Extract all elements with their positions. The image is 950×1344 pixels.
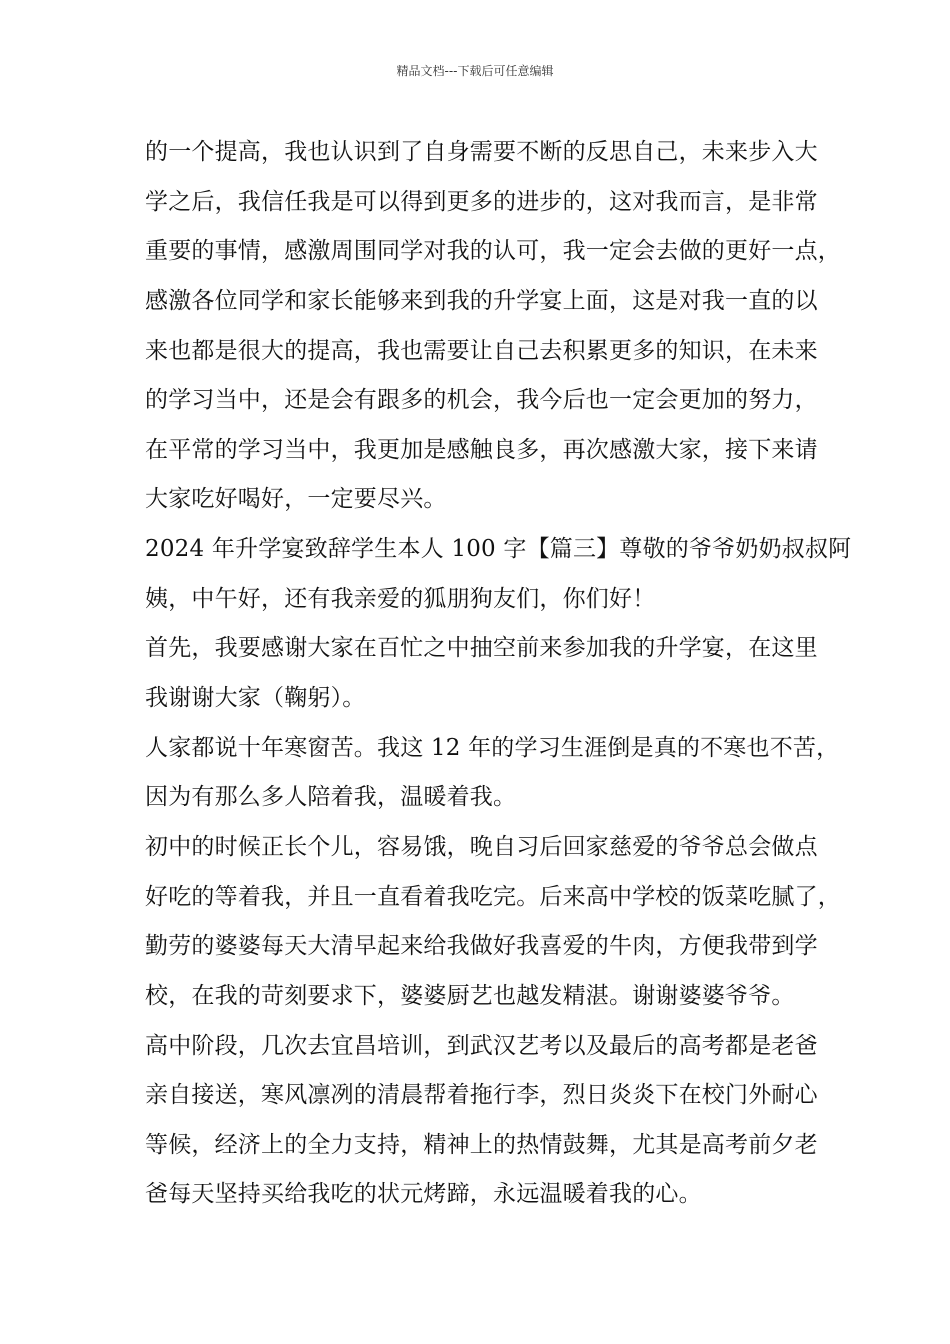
text-line: 亲自接送，寒风凛冽的清晨帮着拖行李，烈日炎炎下在校门外耐心 — [145, 1082, 818, 1109]
text-line: 首先，我要感谢大家在百忙之中抽空前来参加我的升学宴，在这里 — [145, 635, 818, 662]
text-line: 爸每天坚持买给我吃的状元烤蹄，永远温暖着我的心。 — [145, 1181, 702, 1208]
text-line: 重要的事情，感激周围同学对我的认可，我一定会去做的更好一点， — [145, 238, 841, 265]
text-line: 的一个提高，我也认识到了自身需要不断的反思自己，未来步入大 — [145, 139, 818, 165]
text-line: 等候，经济上的全力支持，精神上的热情鼓舞，尤其是高考前夕老 — [145, 1131, 818, 1158]
text-line: 在平常的学习当中，我更加是感触良多，再次感激大家，接下来请 — [145, 436, 818, 463]
text-line: 因为有那么多人陪着我，温暖着我。 — [145, 784, 517, 811]
text-line: 好吃的等着我，并且一直看着我吃完。后来高中学校的饭菜吃腻了， — [145, 883, 841, 910]
text-line: 校，在我的苛刻要求下，婆婆厨艺也越发精湛。谢谢婆婆爷爷。 — [145, 982, 795, 1009]
text-line: 我谢谢大家（鞠躬）。 — [145, 685, 366, 712]
text-line: 人家都说十年寒窗苦。我这 12 年的学习生涯倒是真的不寒也不苦， — [145, 734, 840, 761]
text-line: 来也都是很大的提高，我也需要让自己去积累更多的知识，在未来 — [145, 337, 818, 364]
text-line: 感激各位同学和家长能够来到我的升学宴上面，这是对我一直的以 — [145, 287, 818, 314]
text-line: 的学习当中，还是会有跟多的机会，我今后也一定会更加的努力， — [145, 387, 818, 414]
text-line: 初中的时候正长个儿，容易饿，晚自习后回家慈爱的爷爷总会做点 — [145, 833, 818, 860]
text-line: 姨，中午好，还有我亲爱的狐朋狗友们，你们好！ — [145, 585, 656, 612]
text-line: 高中阶段，几次去宜昌培训，到武汉艺考以及最后的高考都是老爸 — [145, 1032, 818, 1059]
section-heading-line: 2024 年升学宴致辞学生本人 100 字【篇三】尊敬的爷爷奶奶叔叔阿 — [145, 536, 852, 563]
text-line: 勤劳的婆婆每天大清早起来给我做好我喜爱的牛肉，方便我带到学 — [145, 933, 818, 960]
document-body — [145, 128, 852, 1220]
text-line: 学之后，我信任我是可以得到更多的进步的，这对我而言，是非常 — [145, 188, 818, 215]
page-header: 精品文档---下载后可任意编辑 — [396, 64, 554, 78]
text-line: 大家吃好喝好，一定要尽兴。 — [145, 486, 447, 513]
